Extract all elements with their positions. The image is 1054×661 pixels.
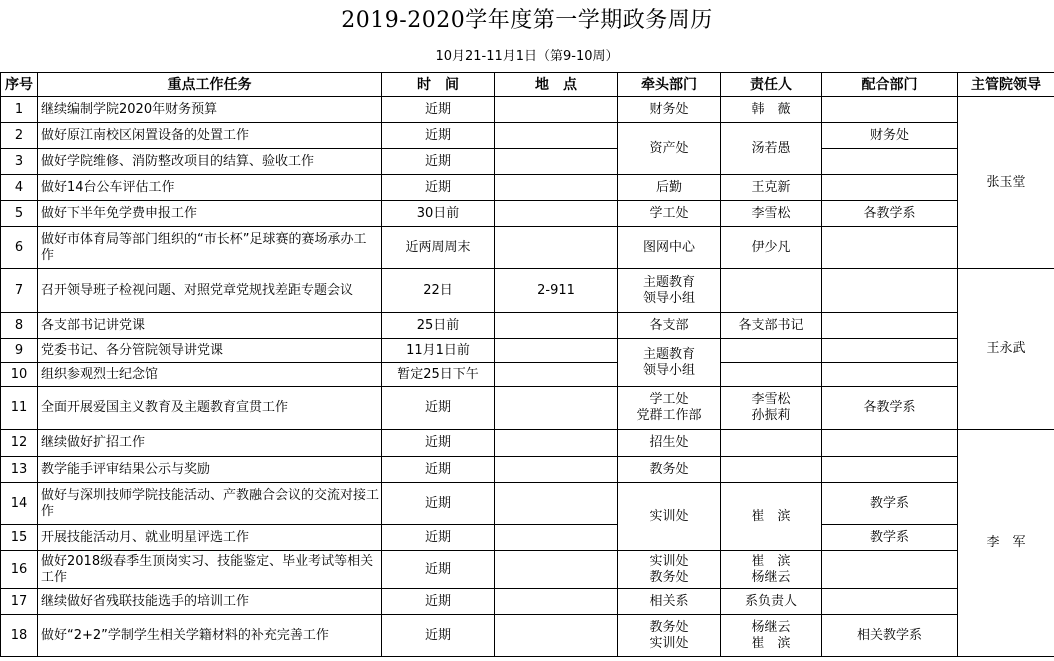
row-no: 1 — [1, 97, 38, 123]
row-person — [721, 363, 822, 387]
row-place — [495, 97, 618, 123]
row-place — [495, 123, 618, 149]
table-row — [1, 589, 1054, 615]
row-task: 做好14台公车评估工作 — [38, 175, 382, 201]
row-person — [721, 339, 822, 363]
row-dept: 学工处 — [618, 201, 721, 227]
table-row — [1, 123, 1054, 149]
table-row — [1, 313, 1054, 339]
row-coop — [822, 175, 958, 201]
table-row — [1, 387, 1054, 430]
row-time: 近期 — [382, 175, 495, 201]
row-no: 13 — [1, 457, 38, 483]
row-person: 李雪松 — [721, 201, 822, 227]
row-task: 做好市体育局等部门组织的“市长杯”足球赛的赛场承办工作 — [38, 227, 382, 269]
table-row — [1, 457, 1054, 483]
row-coop — [822, 551, 958, 589]
row-no: 15 — [1, 525, 38, 551]
row-place — [495, 551, 618, 589]
row-task: 做好“2+2”学制学生相关学籍材料的补充完善工作 — [38, 615, 382, 657]
row-time: 近期 — [382, 430, 495, 457]
row-dept: 教务处 实训处 — [618, 615, 721, 657]
table-row — [1, 525, 1054, 551]
row-place — [495, 387, 618, 430]
row-no: 9 — [1, 339, 38, 363]
row-time: 11月1日前 — [382, 339, 495, 363]
table-row — [1, 615, 1054, 657]
schedule-table — [0, 72, 1054, 657]
row-dept: 主题教育 领导小组 — [618, 339, 721, 387]
row-place — [495, 313, 618, 339]
header-no: 序号 — [1, 73, 38, 97]
header-place: 地 点 — [495, 73, 618, 97]
row-dept: 相关系 — [618, 589, 721, 615]
row-dept: 学工处 党群工作部 — [618, 387, 721, 430]
row-task: 做好原江南校区闲置设备的处置工作 — [38, 123, 382, 149]
row-task: 开展技能活动月、就业明星评选工作 — [38, 525, 382, 551]
row-time: 近期 — [382, 97, 495, 123]
row-no: 11 — [1, 387, 38, 430]
row-person: 崔 滨 杨继云 — [721, 551, 822, 589]
row-person: 李雪松 孙振莉 — [721, 387, 822, 430]
row-place — [495, 339, 618, 363]
row-dept: 财务处 — [618, 97, 721, 123]
row-time: 近期 — [382, 123, 495, 149]
row-person: 崔 滨 — [721, 483, 822, 551]
row-task: 教学能手评审结果公示与奖励 — [38, 457, 382, 483]
row-person — [721, 430, 822, 457]
row-dept: 实训处 教务处 — [618, 551, 721, 589]
row-person: 系负责人 — [721, 589, 822, 615]
row-coop — [822, 149, 958, 175]
row-coop — [822, 589, 958, 615]
row-place — [495, 430, 618, 457]
row-task: 各支部书记讲党课 — [38, 313, 382, 339]
row-time: 25日前 — [382, 313, 495, 339]
row-coop: 财务处 — [822, 123, 958, 149]
header-dept: 牵头部门 — [618, 73, 721, 97]
row-person: 王克新 — [721, 175, 822, 201]
row-place — [495, 589, 618, 615]
row-place — [495, 525, 618, 551]
row-place — [495, 227, 618, 269]
row-task: 继续编制学院2020年财务预算 — [38, 97, 382, 123]
row-dept: 教务处 — [618, 457, 721, 483]
row-task: 召开领导班子检视问题、对照党章党规找差距专题会议 — [38, 269, 382, 313]
row-no: 16 — [1, 551, 38, 589]
row-place — [495, 363, 618, 387]
row-task: 组织参观烈士纪念馆 — [38, 363, 382, 387]
row-task: 党委书记、各分管院领导讲党课 — [38, 339, 382, 363]
row-no: 14 — [1, 483, 38, 525]
row-time: 近期 — [382, 457, 495, 483]
row-task: 继续做好省残联技能选手的培训工作 — [38, 589, 382, 615]
row-coop: 教学系 — [822, 525, 958, 551]
row-coop — [822, 269, 958, 313]
row-person — [721, 457, 822, 483]
row-place — [495, 149, 618, 175]
row-no: 3 — [1, 149, 38, 175]
row-place — [495, 615, 618, 657]
row-coop: 各教学系 — [822, 387, 958, 430]
leader-cell: 张玉堂 — [958, 97, 1054, 269]
row-dept: 实训处 — [618, 483, 721, 551]
row-dept: 各支部 — [618, 313, 721, 339]
row-no: 18 — [1, 615, 38, 657]
row-coop — [822, 313, 958, 339]
table-row — [1, 483, 1054, 525]
row-no: 8 — [1, 313, 38, 339]
leader-cell: 李 军 — [958, 430, 1054, 657]
row-task: 全面开展爱国主义教育及主题教育宣贯工作 — [38, 387, 382, 430]
page-title: 2019-2020学年度第一学期政务周历 — [341, 8, 713, 33]
leader-cell: 王永武 — [958, 269, 1054, 430]
row-person — [721, 269, 822, 313]
header-person: 责任人 — [721, 73, 822, 97]
row-time: 近期 — [382, 615, 495, 657]
row-person: 汤若愚 — [721, 123, 822, 175]
row-coop — [822, 430, 958, 457]
row-time: 近期 — [382, 387, 495, 430]
row-person: 杨继云 崔 滨 — [721, 615, 822, 657]
row-time: 暂定25日下午 — [382, 363, 495, 387]
row-no: 5 — [1, 201, 38, 227]
row-task: 继续做好扩招工作 — [38, 430, 382, 457]
row-no: 4 — [1, 175, 38, 201]
row-place — [495, 175, 618, 201]
table-row — [1, 227, 1054, 269]
row-task: 做好学院维修、消防整改项目的结算、验收工作 — [38, 149, 382, 175]
row-time: 近两周周末 — [382, 227, 495, 269]
date-range: 10月21-11月1日（第9-10周） — [435, 49, 619, 64]
table-row — [1, 97, 1054, 123]
row-no: 12 — [1, 430, 38, 457]
row-person: 韩 薇 — [721, 97, 822, 123]
row-coop — [822, 97, 958, 123]
row-no: 2 — [1, 123, 38, 149]
table-row — [1, 339, 1054, 363]
row-coop: 相关教学系 — [822, 615, 958, 657]
row-coop — [822, 363, 958, 387]
row-no: 6 — [1, 227, 38, 269]
row-time: 近期 — [382, 149, 495, 175]
header-row — [1, 73, 1054, 97]
row-coop: 教学系 — [822, 483, 958, 525]
row-dept: 招生处 — [618, 430, 721, 457]
table-row — [1, 201, 1054, 227]
row-time: 近期 — [382, 483, 495, 525]
row-dept: 主题教育 领导小组 — [618, 269, 721, 313]
table-row — [1, 430, 1054, 457]
row-coop — [822, 339, 958, 363]
row-time: 30日前 — [382, 201, 495, 227]
row-person: 各支部书记 — [721, 313, 822, 339]
row-place — [495, 457, 618, 483]
header-task: 重点工作任务 — [38, 73, 382, 97]
row-task: 做好下半年免学费申报工作 — [38, 201, 382, 227]
header-coop: 配合部门 — [822, 73, 958, 97]
row-no: 7 — [1, 269, 38, 313]
table-row — [1, 551, 1054, 589]
table-row — [1, 269, 1054, 313]
row-place — [495, 483, 618, 525]
row-dept: 图网中心 — [618, 227, 721, 269]
row-time: 近期 — [382, 551, 495, 589]
row-place — [495, 201, 618, 227]
row-place: 2-911 — [495, 269, 618, 313]
row-dept: 后勤 — [618, 175, 721, 201]
row-coop: 各教学系 — [822, 201, 958, 227]
row-time: 近期 — [382, 525, 495, 551]
row-coop — [822, 227, 958, 269]
row-dept: 资产处 — [618, 123, 721, 175]
table-row — [1, 363, 1054, 387]
row-no: 10 — [1, 363, 38, 387]
table-row — [1, 149, 1054, 175]
row-coop — [822, 457, 958, 483]
row-task: 做好与深圳技师学院技能活动、产教融合会议的交流对接工作 — [38, 483, 382, 525]
header-leader: 主管院领导 — [958, 73, 1054, 97]
row-time: 22日 — [382, 269, 495, 313]
header-time: 时 间 — [382, 73, 495, 97]
row-task: 做好2018级春季生顶岗实习、技能鉴定、毕业考试等相关工作 — [38, 551, 382, 589]
row-time: 近期 — [382, 589, 495, 615]
table-row — [1, 175, 1054, 201]
row-person: 伊少凡 — [721, 227, 822, 269]
row-no: 17 — [1, 589, 38, 615]
